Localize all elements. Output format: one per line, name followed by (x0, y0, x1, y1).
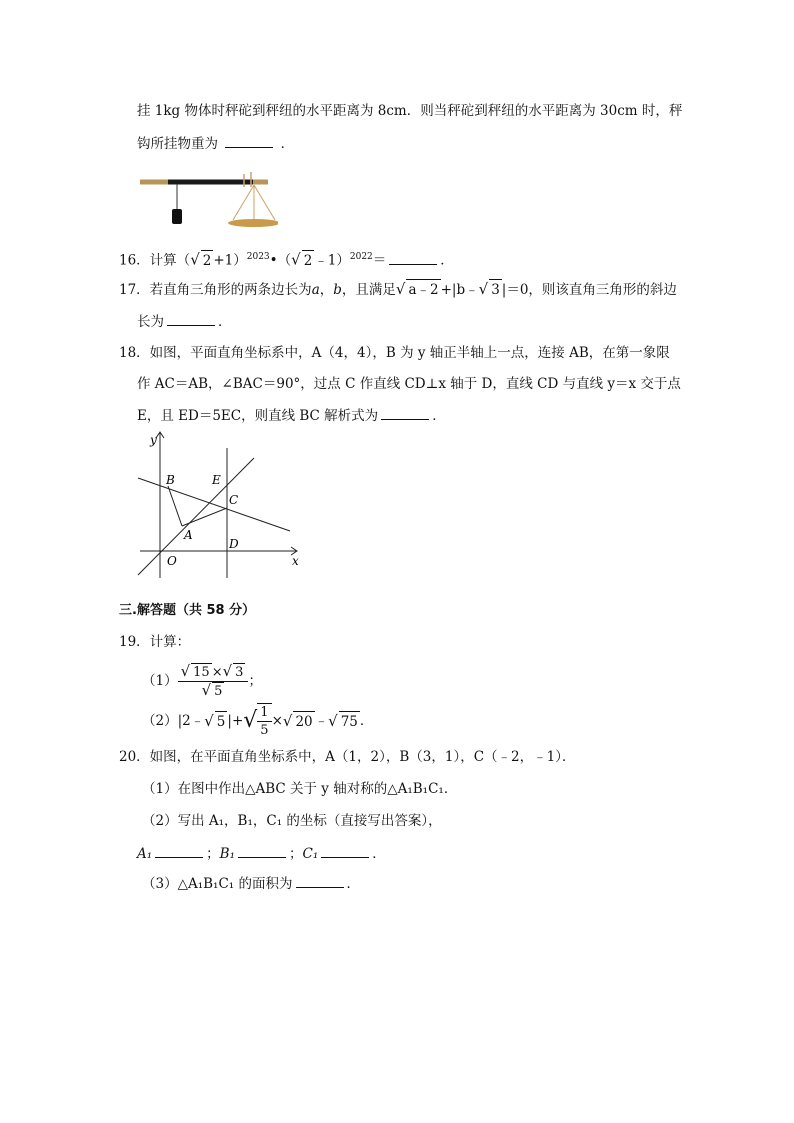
q17-line2 (137, 311, 232, 332)
q18-coordinate-figure (132, 428, 312, 583)
q17-var-a: a (311, 282, 320, 298)
q19-p1-radicand-den: 5 (214, 683, 223, 699)
q19-part2: （2）|2﹣ √ 5 |+ √ $\frac{1}{5}$ × √ 20 ﹣ √ 75 ． (142, 705, 374, 738)
q19-p1-radicand-b: 3 (235, 664, 244, 680)
q19-part1 (142, 660, 262, 702)
q19-p1-times: × (211, 664, 223, 680)
q19-p2-radicand-2: 20 (293, 711, 314, 732)
segment-ac (182, 508, 227, 526)
q16-dot: •（ (269, 252, 292, 269)
q20-part2: （2）写出 A₁，B₁，C₁ 的坐标（直接写出答案）， (142, 813, 442, 829)
pan-string-right (254, 185, 275, 220)
line-y-eq-x (138, 458, 254, 575)
q18-line1: 18．如图，平面直角坐标系中，A（4，4），B 为 y 轴正半轴上一点，连接 AB，在第一象限 (119, 345, 670, 361)
q20-part3 (142, 873, 360, 894)
q20-sep-1: ； (206, 846, 220, 862)
q19-p2-fraction (257, 703, 271, 739)
q17-line2-text: 长为 (137, 314, 164, 330)
sqrt-sign: √ (190, 250, 200, 269)
scale-pan (228, 219, 278, 227)
q20-line1: 20．如图，在平面直角坐标系中，A（1，2），B（3，1），C（﹣2，﹣1）． (119, 749, 576, 765)
answer-blank (155, 843, 203, 858)
label-o: O (167, 554, 177, 568)
fraction-numerator: 1 (257, 704, 271, 722)
counterweight (172, 209, 182, 224)
q19-p2-radicand-1: 5 (215, 711, 228, 732)
q20-b1-label: B₁ (219, 846, 236, 862)
q16-exponent-2: 2022 (349, 252, 373, 262)
q16-plus: +1） (213, 252, 247, 269)
q17-comma: ， (319, 282, 334, 298)
q19-title: 19．计算： (119, 634, 191, 650)
q17-text-b: ，且满足 (341, 282, 396, 298)
answer-blank (238, 843, 286, 858)
answer-blank (225, 133, 273, 148)
pan-string-left (233, 185, 254, 220)
q16-minus: ﹣1） (314, 252, 350, 269)
q17-end: ． (218, 314, 232, 330)
q20-sep-2: ； (289, 846, 303, 862)
q16-radicand-1: 2 (201, 250, 214, 271)
q16-exponent-1: 2023 (246, 252, 270, 262)
q17-radicand-2: 3 (489, 279, 502, 300)
q16-equals: ＝ (372, 252, 387, 269)
sqrt-sign: √ (291, 250, 301, 269)
q20-answers (137, 843, 386, 864)
q17-line1 (119, 279, 677, 300)
answer-blank (296, 873, 344, 888)
fraction-denominator: 5 (260, 723, 269, 738)
q20-c1-label: C₁ (302, 846, 319, 862)
q19-p1-label: （1） (142, 673, 178, 689)
answer-blank (321, 843, 369, 858)
label-e: E (212, 473, 221, 487)
q20-part3-text: （3）△A₁B₁C₁ 的面积为 (142, 876, 293, 892)
q20-part3-end: ． (346, 876, 360, 892)
q20-a1-label: A₁ (137, 846, 153, 862)
answer-blank (167, 311, 215, 326)
label-y: y (150, 433, 157, 447)
q19-p2-label: （2）|2﹣ (142, 713, 205, 729)
q18-end: ． (432, 408, 446, 424)
sqrt-sign: √ (395, 280, 406, 298)
label-x: x (292, 554, 299, 568)
answer-blank (389, 250, 437, 265)
segment-ba (168, 486, 182, 526)
label-d: D (229, 537, 239, 551)
q19-p2-minus: ﹣ (314, 713, 329, 729)
q16-radicand-2: 2 (302, 250, 315, 271)
steelyard-illustration (138, 165, 278, 230)
q19-p2-end: ． (359, 713, 374, 729)
q17-var-b: b (333, 282, 342, 298)
q18-line3-text: E，且 ED＝5EC，则直线 BC 解析式为 (137, 408, 379, 424)
q19-p1-fraction (178, 663, 249, 700)
label-a: A (184, 528, 193, 542)
q19-p2-mid: |+ (227, 713, 244, 729)
sqrt-sign: √ (478, 280, 489, 298)
q19-p2-radicand-3: 75 (339, 711, 360, 732)
fraction-denominator: √ 5 (201, 680, 223, 699)
q16-end: ． (440, 252, 454, 269)
q17-radicand-1: a﹣2 (406, 279, 440, 300)
q17-text-a: 17．若直角三角形的两条边长为 (119, 282, 312, 298)
q17-text-c: |＝0，则该直角三角形的斜边 (501, 282, 677, 298)
label-b: B (166, 473, 175, 487)
q19-p2-times: × (271, 713, 283, 729)
answer-blank (381, 405, 429, 420)
q20-part1: （1）在图中作出△ABC 关于 y 轴对称的△A₁B₁C₁． (142, 781, 458, 797)
q20-end: ． (372, 846, 386, 862)
section-title: 三.解答题（共 58 分） (119, 603, 256, 618)
q18-line2: 作 AC＝AB，∠BAC＝90°，过点 C 作直线 CD⊥x 轴于 D，直线 CD 与直线 y＝x 交于点 (137, 376, 681, 392)
fraction-numerator: √ 15 ×√ 3 (178, 663, 249, 682)
q15-line2-end: ． (280, 136, 295, 152)
q16-line (119, 247, 454, 271)
label-c: C (229, 493, 239, 507)
q17-mid: +|b﹣ (440, 282, 479, 298)
q15-line2-text: 钩所挂物重为 (137, 136, 218, 152)
q15-line1: 挂 1kg 物体时秤砣到秤纽的水平距离为 8cm．则当秤砣到秤纽的水平距离为 30cm 时，秤 (137, 103, 683, 119)
q19-p1-radicand-a: 15 (193, 664, 210, 680)
q19-p1-end: ； (248, 673, 262, 689)
q18-line3 (137, 405, 446, 426)
q15-line2 (137, 133, 294, 154)
q16-prefix: 16．计算（ (119, 252, 191, 269)
